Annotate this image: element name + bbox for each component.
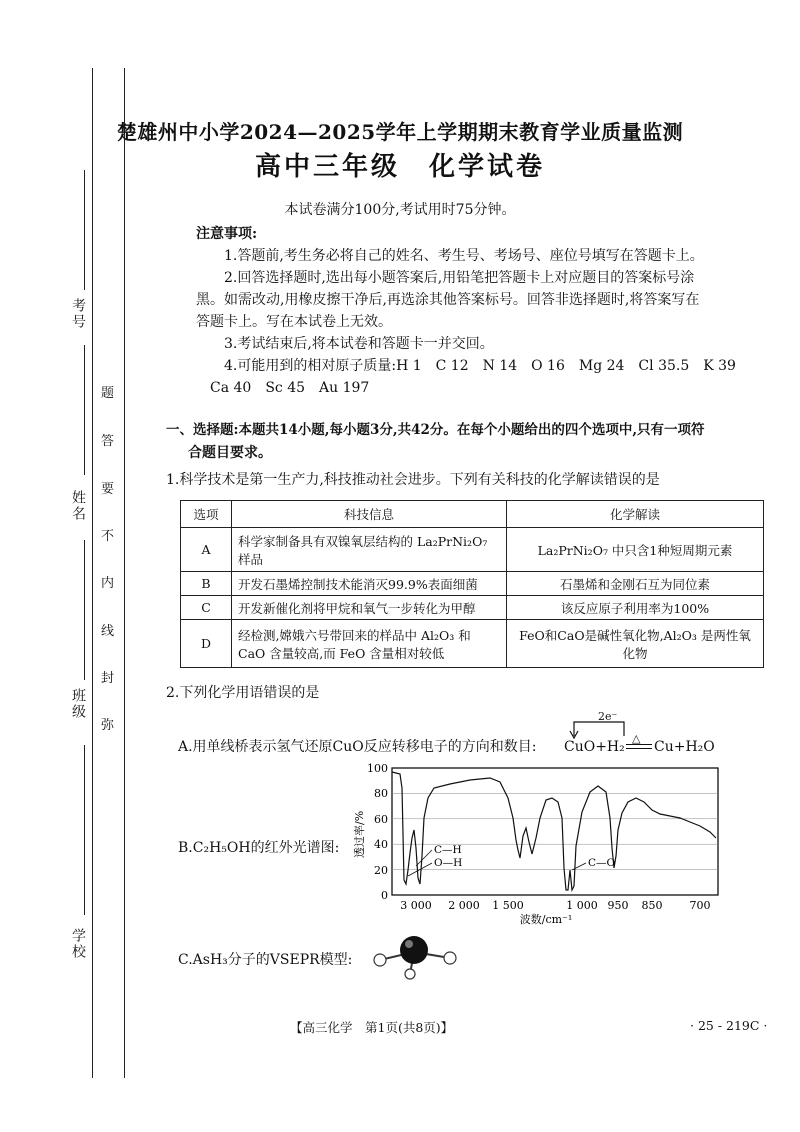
table-row [181,528,764,572]
x-tick-label: 850 [641,899,663,912]
label-exam-id: 考号 [70,298,86,330]
table-row [181,596,764,620]
table-row [181,620,764,668]
warning-char: 线 [101,624,115,639]
annotation-ch: C—H [434,844,462,856]
annotation-pointer [572,863,586,870]
warning-char: 弥 [101,718,115,733]
option-cell: C [181,596,232,620]
label-name: 姓名 [70,490,86,522]
q2-option-a: A.用单线桥表示氢气还原CuO反应转移电子的方向和数目: [178,739,537,755]
spectrum-line [392,772,716,890]
note-line: 3.考试结束后,将本试卷和答题卡一并交回。 [224,336,494,352]
option-cell: D [181,620,232,668]
annotation-oh: O—H [434,857,463,869]
annotation-co: C—O [588,857,616,869]
label-class: 班级 [70,688,86,720]
y-axis-label: 透过率/% [353,810,366,858]
h-atom [405,969,415,979]
note-line: 黑。如需改动,用橡皮擦干净后,再选涂其他答案标号。回答非选择题时,将答案写在 [196,292,700,308]
electron-transfer-label: 2e⁻ [598,710,618,723]
q2-option-c: C.AsH₃分子的VSEPR模型: [178,952,353,968]
x-tick-label: 1 000 [566,899,598,912]
warning-char: 封 [101,671,115,686]
label-school: 学校 [70,928,86,960]
warning-char: 内 [101,576,115,591]
x-axis-label: 波数/cm⁻¹ [519,913,573,926]
table-row [181,572,764,596]
equation-right: Cu+H₂O [654,739,715,755]
info-cell: 开发新催化剂将甲烷和氧气一步转化为甲醇 [232,596,507,620]
y-tick-label: 20 [374,864,388,877]
info-cell: 经检测,嫦娥六号带回来的样品中 Al₂O₃ 和 CaO 含量较高,而 FeO 含量相对较低 [232,620,507,668]
warning-char: 不 [101,529,115,544]
option-cell: A [181,528,232,572]
equals-sign [626,744,652,749]
school-underline [84,745,85,915]
q2-stem: 2.下列化学用语错误的是 [166,685,320,701]
equation-condition: △ [632,732,641,745]
exam-title: 楚雄州中小学2024—2025学年上学期期末教育学业质量监测 [116,120,684,144]
h-atom [444,952,456,964]
ir-spectrum-chart [350,758,730,928]
equation-left: CuO+H₂ [564,739,625,755]
info-cell: 开发石墨烯控制技术能消灭99.9%表面细菌 [232,572,507,596]
id-underline [84,170,85,290]
warning-char: 答 [101,434,115,449]
x-tick-label: 1 500 [492,899,524,912]
x-tick-label: 2 000 [448,899,480,912]
page-footer: 【高三化学 第1页(共8页)】 [290,1020,454,1035]
y-tick-label: 100 [367,762,388,775]
note-line: 4.可能用到的相对原子质量:H 1 C 12 N 14 O 16 Mg 24 Cl 35.5 K 39 [224,358,736,374]
section-heading-cont: 合题目要求。 [188,445,272,461]
note-line: 2.回答选择题时,选出每小题答案后,用铅笔把答题卡上对应题目的答案标号涂 [224,270,695,286]
chem-cell: FeO和CaO是碱性氧化物,Al₂O₃ 是两性氧化物 [507,620,764,668]
atom-highlight [405,940,413,948]
name-underline [84,345,85,475]
x-tick-label: 950 [607,899,629,912]
warning-char: 要 [101,482,115,497]
notes-heading: 注意事项: [196,226,258,242]
table-header-row [181,501,764,528]
class-underline [84,540,85,680]
h-atom [374,954,386,966]
annotation-pointer [416,850,432,866]
table-header: 科技信息 [232,501,507,528]
q2-option-b: B.C₂H₅OH的红外光谱图: [178,840,340,856]
option-cell: B [181,572,232,596]
info-cell: 科学家制备具有双镍氧层结构的 La₂PrNi₂O₇ 样品 [232,528,507,572]
exam-subtitle: 高中三年级 化学试卷 [254,152,545,182]
y-tick-label: 40 [374,838,388,851]
page-code: · 25 - 219C · [690,1018,768,1033]
section-heading: 一、选择题:本题共14小题,每小题3分,共42分。在每个小题给出的四个选项中,只有一项符 [166,422,705,438]
plot-frame [392,768,718,895]
q1-table [180,500,764,668]
bridge-line [574,722,624,736]
table-header: 选项 [181,501,232,528]
y-tick-label: 0 [381,889,388,902]
y-tick-label: 80 [374,787,388,800]
x-tick-label: 3 000 [400,899,432,912]
vsepr-model-icon [368,932,458,980]
note-line: 答题卡上。写在本试卷上无效。 [196,314,392,330]
q1-stem: 1.科学技术是第一生产力,科技推动社会进步。下列有关科技的化学解读错误的是 [166,472,660,488]
note-line: 1.答题前,考生务必将自己的姓名、考生号、考场号、座位号填写在答题卡上。 [224,248,704,264]
table-header: 化学解读 [507,501,764,528]
x-tick-label: 700 [689,899,711,912]
y-tick-label: 60 [374,813,388,826]
chem-cell: 石墨烯和金刚石互为同位素 [507,572,764,596]
exam-info: 本试卷满分100分,考试用时75分钟。 [284,202,516,218]
chem-cell: La₂PrNi₂O₇ 中只含1种短周期元素 [507,528,764,572]
chem-cell: 该反应原子利用率为100% [507,596,764,620]
as-atom [400,936,428,964]
warning-char: 题 [101,386,115,401]
note-line: Ca 40 Sc 45 Au 197 [210,380,370,396]
